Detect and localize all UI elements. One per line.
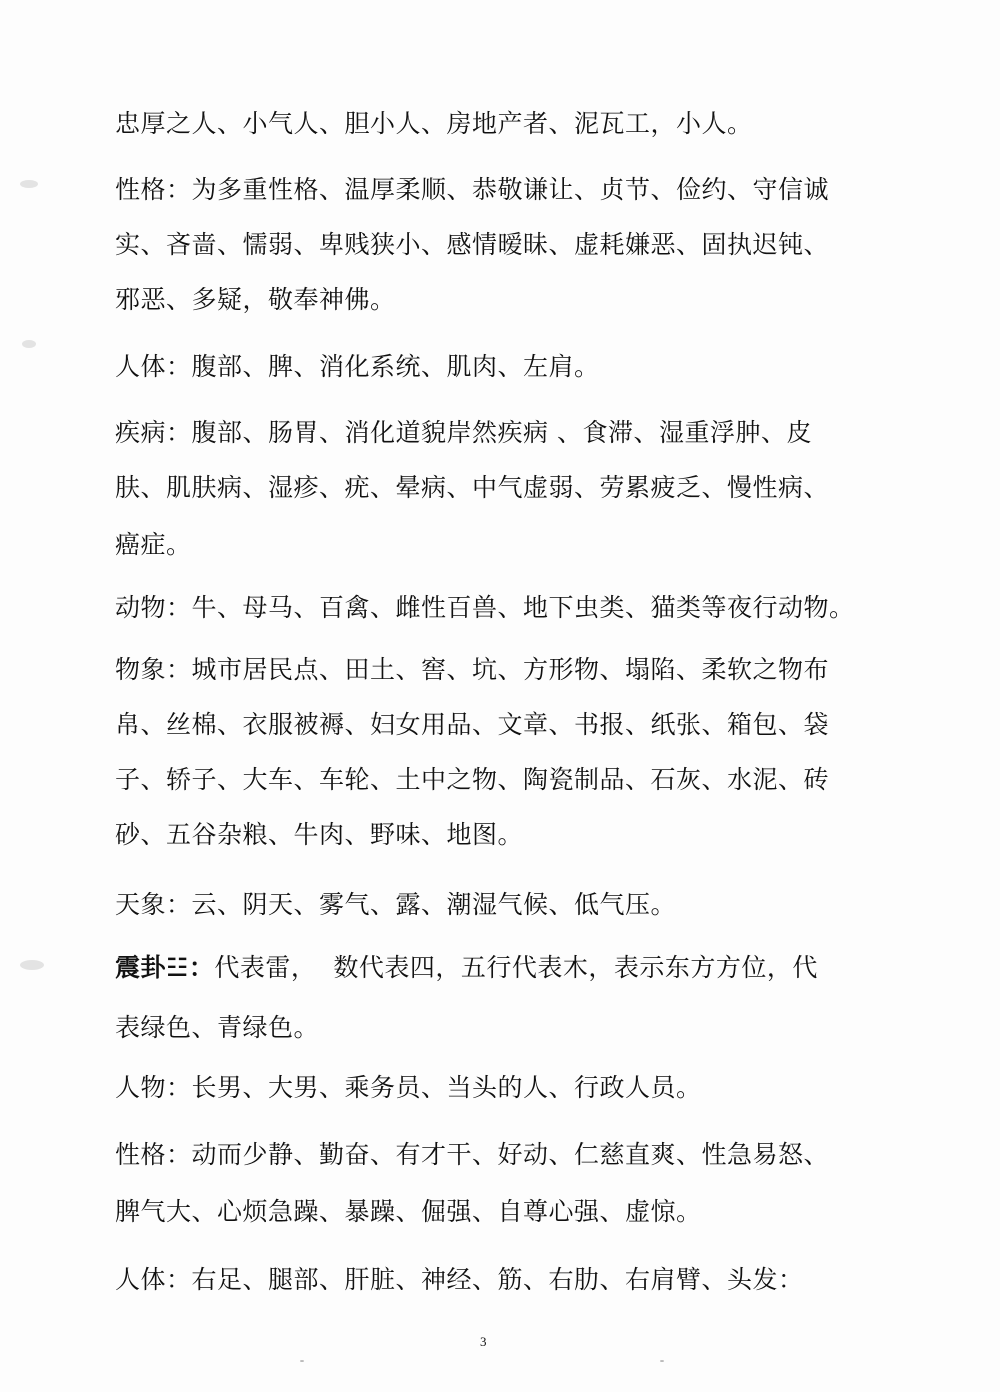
text-line: 忠厚之人、小气人、胆小人、房地产者、泥瓦工，小人。 xyxy=(115,109,753,138)
text-line: 癌症。 xyxy=(115,530,192,559)
text-line: 子、轿子、大车、车轮、土中之物、陶瓷制品、石灰、水泥、砖 xyxy=(115,765,830,794)
text-line: 脾气大、心烦急躁、暴躁、倔强、自尊心强、虚惊。 xyxy=(115,1197,702,1226)
text-line: 实、吝啬、懦弱、卑贱狭小、感情暧昧、虚耗嫌恶、固执迟钝、 xyxy=(115,230,830,259)
text-line: 性格：为多重性格、温厚柔顺、恭敬谦让、贞节、俭约、守信诚 xyxy=(115,175,830,204)
text-line: 砂、五谷杂粮、牛肉、野味、地图。 xyxy=(115,820,524,849)
zhen-text: 代表雷， 数代表四，五行代表木，表示东方方位，代 xyxy=(214,953,818,982)
scan-speck xyxy=(20,960,44,970)
text-line: 天象：云、阴天、雾气、露、潮湿气候、低气压。 xyxy=(115,890,677,919)
scan-speck xyxy=(300,1360,304,1362)
text-line: 动物：牛、母马、百禽、雌性百兽、地下虫类、猫类等夜行动物。 xyxy=(115,593,855,622)
text-line: 肤、肌肤病、湿疹、疣、晕病、中气虚弱、劳累疲乏、慢性病、 xyxy=(115,473,830,502)
text-line-zhen xyxy=(115,952,818,984)
text-line: 物象：城市居民点、田土、窖、坑、方形物、塌陷、柔软之物布 xyxy=(115,655,830,684)
page-number: 3 xyxy=(480,1334,487,1349)
text-line: 性格：动而少静、勤奋、有才干、好动、仁慈直爽、性急易怒、 xyxy=(115,1140,830,1169)
text-line: 帛、丝棉、衣服被褥、妇女用品、文章、书报、纸张、箱包、袋 xyxy=(115,710,830,739)
zhen-heading: 震卦☳： xyxy=(115,953,215,982)
text-line: 疾病：腹部、肠胃、消化道貌岸然疾病 、食滞、湿重浮肿、皮 xyxy=(115,418,812,447)
text-line: 人体：右足、腿部、肝脏、神经、筋、右肋、右肩臂、头发： xyxy=(115,1265,804,1294)
scan-speck xyxy=(20,180,38,188)
text-line: 表绿色、青绿色。 xyxy=(115,1013,320,1042)
text-line: 人体：腹部、脾、消化系统、肌肉、左肩。 xyxy=(115,352,600,381)
scan-speck xyxy=(22,340,36,348)
text-line: 邪恶、多疑，敬奉神佛。 xyxy=(115,285,396,314)
text-line: 人物：长男、大男、乘务员、当头的人、行政人员。 xyxy=(115,1073,702,1102)
scan-speck xyxy=(660,1360,664,1362)
